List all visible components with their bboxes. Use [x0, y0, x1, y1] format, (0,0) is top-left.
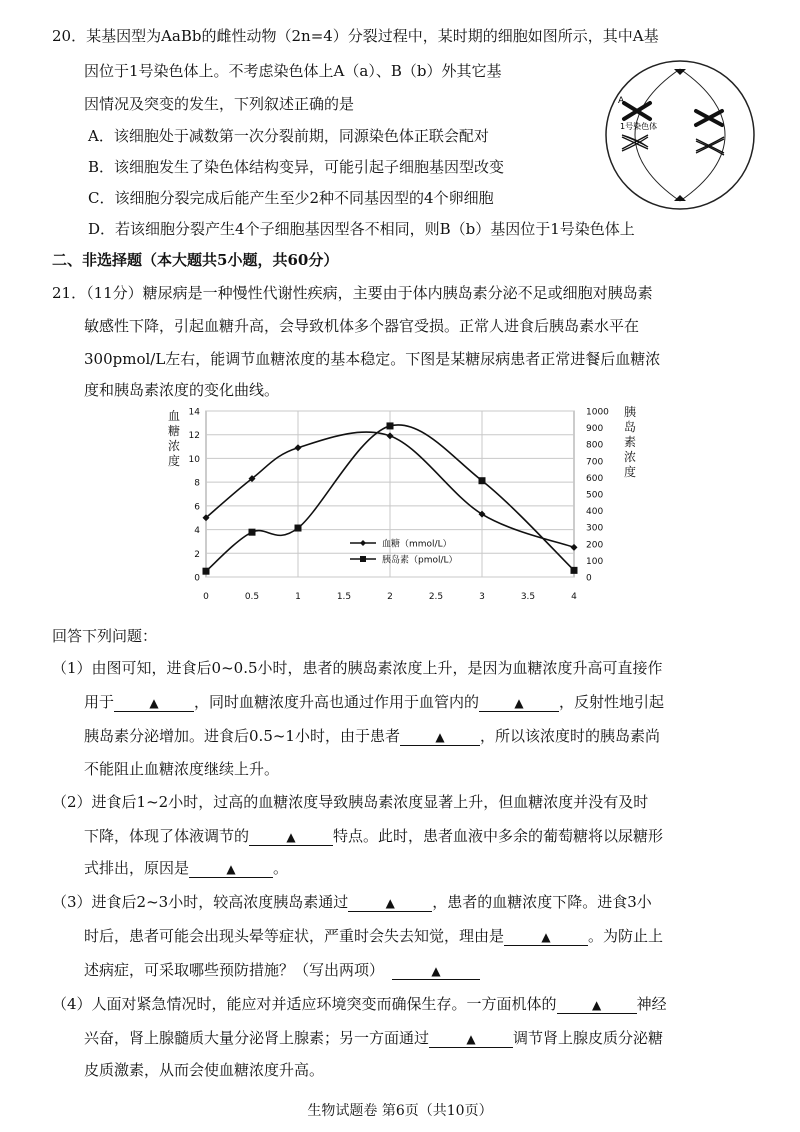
glucose-point [571, 544, 578, 551]
insulin-point [249, 529, 256, 536]
y2-tick-label: 200 [586, 540, 604, 551]
q20-option-c: C．该细胞分裂完成后能产生至少2种不同基因型的4个卵细胞 [88, 189, 494, 207]
q21-part3-line-3 [84, 960, 480, 980]
answer-blank-5[interactable] [189, 859, 273, 878]
answer-blank-1[interactable] [114, 693, 194, 712]
text: 。为防止上 [588, 927, 664, 945]
y-axis-label-char: 血 [167, 409, 181, 423]
q20-stem-line-1: 20．某基因型为AaBb的雌性动物（2n=4）分裂过程中，某时期的细胞如图所示，其中A基 [52, 27, 659, 45]
y2-tick-label: 800 [586, 440, 604, 451]
blank-marker: ▲ [431, 964, 441, 978]
text: ，患者的血糖浓度下降。进食3小 [432, 893, 652, 911]
legend-label: 胰岛素（pmol/L） [382, 555, 458, 566]
blank-marker: ▲ [385, 896, 395, 910]
y2-tick-label: 0 [586, 573, 592, 584]
blank-marker: ▲ [226, 862, 236, 876]
x-tick-label: 3.5 [520, 592, 536, 602]
legend-marker [360, 556, 366, 562]
q21-part1-line-1: （1）由图可知，进食后0~0.5小时，患者的胰岛素浓度上升，是因为血糖浓度升高可直接作 [52, 659, 663, 677]
y2-axis-label-char: 浓 [623, 450, 637, 464]
blank-marker: ▲ [514, 696, 524, 710]
insulin-point [295, 525, 302, 532]
y-axis-label-char: 糖 [167, 424, 181, 438]
y-tick-label: 12 [188, 431, 200, 442]
q20-option-b: B．该细胞发生了染色体结构变异，可能引起子细胞基因型改变 [88, 158, 505, 176]
answer-blank-8[interactable] [392, 961, 480, 980]
insulin-point [479, 477, 486, 484]
y2-tick-label: 400 [586, 507, 604, 518]
text: 式排出，原因是 [84, 859, 190, 877]
glucose-insulin-chart [160, 400, 640, 610]
y2-axis-label-char: 岛 [623, 420, 637, 434]
blank-marker: ▲ [286, 830, 296, 844]
q21-stem-line-3: 300pmol/L左右，能调节血糖浓度的基本稳定。下图是某糖尿病患者正常进餐后血糖浓 [84, 350, 661, 368]
y2-axis-label-char: 度 [623, 465, 637, 479]
y2-tick-label: 900 [586, 424, 604, 435]
text: ，反射性地引起 [559, 693, 665, 711]
y-tick-label: 10 [188, 454, 200, 465]
blank-marker: ▲ [591, 998, 602, 1012]
y-axis-label-char: 浓 [167, 439, 181, 453]
q21-part2-line-3 [84, 858, 288, 878]
cell-division-figure [600, 55, 760, 215]
answer-blank-6[interactable] [348, 893, 432, 912]
insulin-point [203, 568, 210, 575]
answer-blank-7[interactable] [504, 927, 588, 946]
q20-option-a: A．该细胞处于减数第一次分裂前期，同源染色体正联会配对 [88, 127, 489, 145]
text: 时后，患者可能会出现头晕等症状，严重时会失去知觉，理由是 [84, 927, 505, 945]
text: 神经 [636, 995, 667, 1013]
q20-stem-line-2: 因位于1号染色体上。不考虑染色体上A（a）、B（b）外其它基 [84, 62, 502, 80]
q21-part2-line-1: （2）进食后1~2小时，过高的血糖浓度导致胰岛素浓度显著上升，但血糖浓度并没有及时 [52, 793, 649, 811]
figure-chromosome-1-label: 1号染色体 [620, 122, 658, 131]
y-tick-label: 2 [194, 549, 200, 560]
text: 述病症，可采取哪些预防措施？（写出两项） [84, 961, 385, 979]
insulin-point [387, 422, 394, 429]
x-tick-label: 0.5 [244, 592, 260, 602]
blank-marker: ▲ [435, 730, 445, 744]
figure-allele-a-label: A [618, 96, 625, 106]
text: 用于 [84, 693, 115, 711]
blank-marker: ▲ [541, 930, 551, 944]
y2-tick-label: 500 [586, 490, 604, 501]
x-tick-label: 2 [387, 592, 393, 602]
q20-option-d: D．若该细胞分裂产生4个子细胞基因型各不相同，则B（b）基因位于1号染色体上 [88, 220, 635, 238]
y2-tick-label: 600 [586, 473, 604, 484]
y-tick-label: 6 [194, 502, 200, 513]
answer-blank-10[interactable] [429, 1029, 513, 1048]
q21-stem-line-1: 21．（11分）糖尿病是一种慢性代谢性疾病，主要由于体内胰岛素分泌不足或细胞对胰岛素 [52, 284, 653, 302]
y2-tick-label: 700 [586, 457, 604, 468]
legend-marker [360, 540, 366, 546]
x-tick-label: 4 [571, 592, 577, 602]
q21-part1-line-3 [84, 726, 660, 746]
text: 特点。此时，患者血液中多余的葡萄糖将以尿糖形 [333, 827, 664, 845]
q21-part4-line-1 [52, 994, 667, 1014]
legend-label: 血糖（mmol/L） [382, 539, 452, 550]
text: 胰岛素分泌增加。进食后0.5~1小时，由于患者 [84, 727, 400, 745]
y2-axis-label-char: 胰 [623, 405, 637, 419]
y2-axis-label-char: 素 [623, 435, 637, 449]
x-tick-label: 0 [203, 592, 209, 602]
text: 下降，体现了体液调节的 [84, 827, 250, 845]
q21-part3-line-2 [84, 926, 663, 946]
q21-part4-line-2 [84, 1028, 663, 1048]
answer-blank-2[interactable] [479, 693, 559, 712]
q21-stem-line-2: 敏感性下降，引起血糖升高，会导致机体多个器官受损。正常人进食后胰岛素水平在 [84, 317, 640, 335]
answer-intro: 回答下列问题： [52, 627, 158, 645]
y-tick-label: 8 [194, 478, 200, 489]
y-tick-label: 0 [194, 573, 200, 584]
q21-stem-line-4: 度和胰岛素浓度的变化曲线。 [84, 381, 280, 399]
text: ，所以该浓度时的胰岛素尚 [479, 727, 660, 745]
insulin-point [571, 567, 578, 574]
x-tick-label: 1 [295, 592, 301, 602]
x-tick-label: 2.5 [428, 592, 444, 602]
q21-part3-line-1 [52, 892, 652, 912]
q20-stem-line-3: 因情况及突变的发生，下列叙述正确的是 [84, 95, 355, 113]
y-axis-label-char: 度 [167, 454, 181, 468]
glucose-point [387, 432, 394, 439]
answer-blank-4[interactable] [249, 827, 333, 846]
answer-blank-9[interactable] [557, 995, 637, 1014]
q21-part1-line-4: 不能阻止血糖浓度继续上升。 [84, 760, 280, 778]
text: 调节肾上腺皮质分泌糖 [513, 1029, 664, 1047]
text: （3）进食后2~3小时，较高浓度胰岛素通过 [52, 893, 349, 911]
answer-blank-3[interactable] [400, 727, 480, 746]
x-tick-label: 1.5 [336, 592, 352, 602]
blank-marker: ▲ [149, 696, 159, 710]
text: （4）人面对紧急情况时，能应对并适应环境突变而确保生存。一方面机体的 [52, 995, 557, 1013]
q21-part1-line-2 [84, 692, 664, 712]
y2-tick-label: 300 [586, 523, 604, 534]
y-tick-label: 4 [194, 526, 200, 537]
text: 。 [273, 859, 289, 877]
y2-tick-label: 1000 [586, 407, 609, 418]
text: ，同时血糖浓度升高也通过作用于血管内的 [194, 693, 480, 711]
x-tick-label: 3 [479, 592, 485, 602]
text: 兴奋，肾上腺髓质大量分泌肾上腺素；另一方面通过 [84, 1029, 430, 1047]
y-tick-label: 14 [188, 407, 200, 418]
blank-marker: ▲ [466, 1032, 476, 1046]
q21-part2-line-2 [84, 826, 663, 846]
page-footer: 生物试题卷 第6页（共10页） [307, 1103, 493, 1119]
glucose-point [295, 444, 302, 451]
y2-tick-label: 100 [586, 556, 604, 567]
section-2-heading: 二、非选择题（本大题共5小题，共60分） [52, 251, 339, 269]
q21-part4-line-3: 皮质激素，从而会使血糖浓度升高。 [84, 1061, 325, 1079]
